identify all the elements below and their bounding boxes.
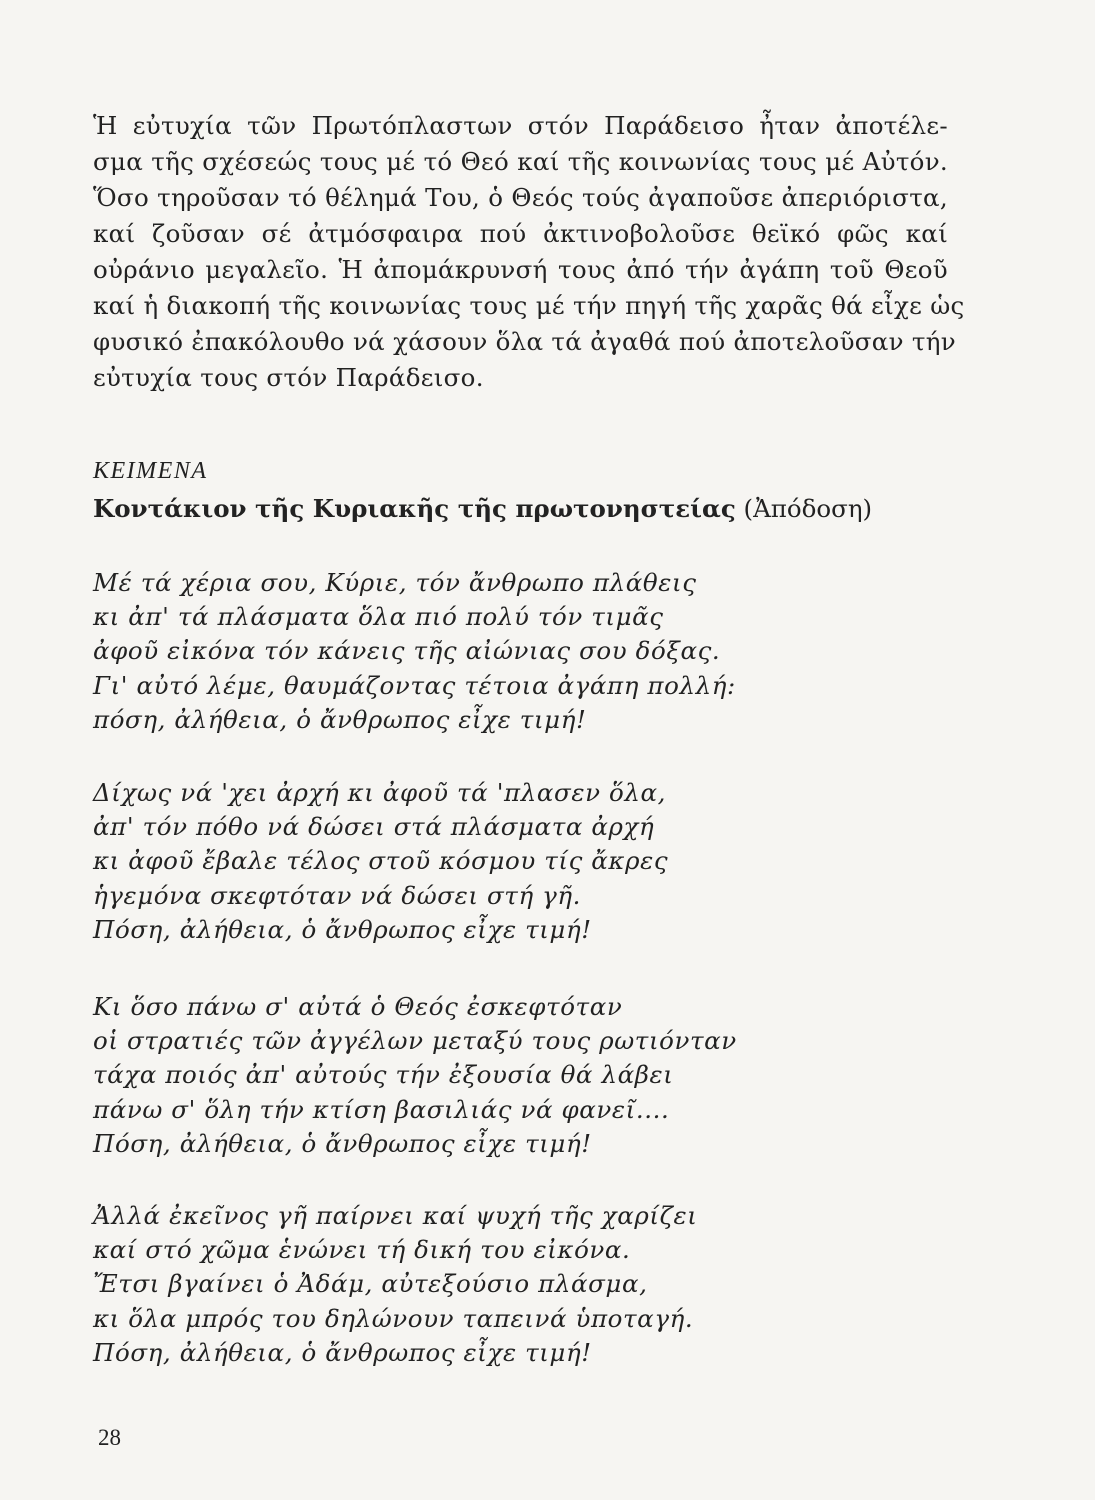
- verse-line: οἱ στρατιές τῶν ἀγγέλων μεταξύ τους ρωτιόνταν: [93, 1026, 737, 1056]
- stanza-3: [93, 990, 737, 1161]
- verse-line: Πόση, ἀλήθεια, ὁ ἄνθρωπος εἶχε τιμή!: [93, 1128, 592, 1158]
- verse-line: Κι ὅσο πάνω σ' αὐτά ὁ Θεός ἐσκεφτόταν: [93, 992, 623, 1021]
- prose-line: φυσικό ἐπακόλουθο νά χάσουν ὅλα τά ἀγαθά πού ἀποτελοῦσαν τήν: [93, 327, 956, 356]
- verse-line: ἀφοῦ εἰκόνα τόν κάνεις τῆς αἰώνιας σου δόξας.: [93, 636, 721, 666]
- verse-line: τάχα ποιός ἀπ' αὐτούς τήν ἐξουσία θά λάβει: [93, 1060, 674, 1090]
- prose-line: σμα τῆς σχέσεώς τους μέ τό Θεό καί τῆς κοινωνίας τους μέ Αὐτόν.: [93, 147, 948, 176]
- hymn-title-note: (Ἀπόδοση): [743, 494, 873, 523]
- verse-line: Πόση, ἀλήθεια, ὁ ἄνθρωπος εἶχε τιμή!: [93, 914, 592, 944]
- verse-line: Δίχως νά 'χει ἀρχή κι ἀφοῦ τά 'πλασεν ὅλα,: [93, 778, 666, 807]
- stanza-1: [93, 566, 736, 737]
- hymn-title: [93, 494, 872, 523]
- verse-line: Γι' αὐτό λέμε, θαυμάζοντας τέτοια ἀγάπη πολλή:: [93, 670, 736, 700]
- verse-line: Ἀλλά ἐκεῖνος γῆ παίρνει καί ψυχή τῆς χαρίζει: [93, 1201, 698, 1230]
- prose-line: Ἡ εὐτυχία τῶν Πρωτόπλαστων στόν Παράδεισο ἦταν ἀποτέλε-: [93, 111, 948, 140]
- verse-line: κι ἀπ' τά πλάσματα ὅλα πιό πολύ τόν τιμᾶς: [93, 602, 664, 632]
- prose-line: οὐράνιο μεγαλεῖο. Ἡ ἀπομάκρυνσή τους ἀπό τήν ἀγάπη τοῦ Θεοῦ: [93, 255, 948, 284]
- verse-line: κι ἀφοῦ ἔβαλε τέλος στοῦ κόσμου τίς ἄκρες: [93, 846, 669, 876]
- verse-line: πάνω σ' ὅλη τήν κτίση βασιλιάς νά φανεῖ....: [93, 1094, 670, 1124]
- verse-line: ἡγεμόνα σκεφτόταν νά δώσει στή γῆ.: [93, 880, 582, 910]
- verse-line: Πόση, ἀλήθεια, ὁ ἄνθρωπος εἶχε τιμή!: [93, 1337, 592, 1367]
- section-label: ΚΕΙΜΕΝΑ: [93, 458, 208, 484]
- verse-line: κι ὅλα μπρός του δηλώνουν ταπεινά ὑποταγή.: [93, 1303, 694, 1333]
- prose-line: εὐτυχία τους στόν Παράδεισο.: [93, 363, 484, 392]
- verse-line: Ἔτσι βγαίνει ὁ Ἀδάμ, αὐτεξούσιο πλάσμα,: [93, 1269, 648, 1299]
- prose-line: καί ἡ διακοπή τῆς κοινωνίας τους μέ τήν πηγή τῆς χαρᾶς θά εἶχε ὡς: [93, 291, 965, 320]
- page-number: 28: [98, 1425, 121, 1450]
- prose-line: Ὅσο τηροῦσαν τό θέλημά Του, ὁ Θεός τούς ἀγαποῦσε ἀπεριόριστα,: [93, 183, 948, 212]
- hymn-title-main: Κοντάκιον τῆς Κυριακῆς τῆς πρωτονηστείας: [93, 494, 736, 523]
- verse-line: καί στό χῶμα ἑνώνει τή δική του εἰκόνα.: [93, 1235, 631, 1265]
- prose-line: καί ζοῦσαν σέ ἀτμόσφαιρα πού ἀκτινοβολοῦσε θεϊκό φῶς καί: [93, 219, 948, 248]
- stanza-2: [93, 776, 668, 947]
- verse-line: Μέ τά χέρια σου, Κύριε, τόν ἄνθρωπο πλάθεις: [93, 568, 697, 597]
- prose-paragraph: [93, 108, 965, 396]
- stanza-4: [93, 1199, 697, 1370]
- verse-line: ἀπ' τόν πόθο νά δώσει στά πλάσματα ἀρχή: [93, 812, 655, 842]
- verse-line: πόση, ἀλήθεια, ὁ ἄνθρωπος εἶχε τιμή!: [93, 704, 587, 734]
